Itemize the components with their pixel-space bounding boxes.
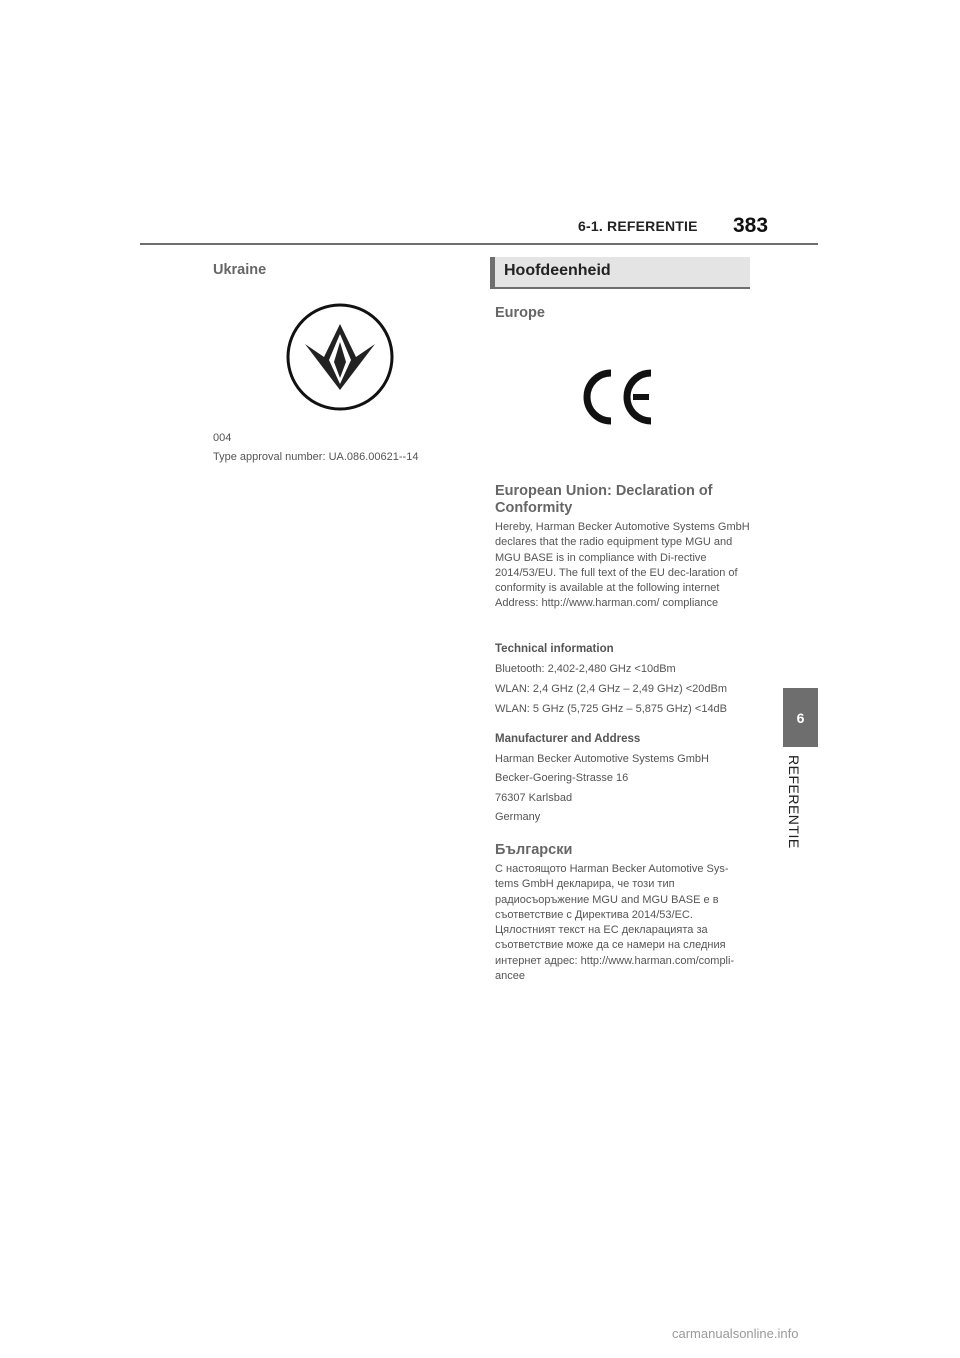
manufacturer-heading: Manufacturer and Address	[495, 733, 641, 745]
ce-mark-icon	[581, 369, 657, 425]
ukraine-approval-number: Type approval number: UA.086.00621--14	[213, 451, 419, 463]
bulgarian-heading: Български	[495, 842, 573, 858]
header-divider	[140, 243, 818, 245]
bulgarian-text: С настоящото Harman Becker Automotive Sys-tems GmbH декларира, че този тип радиосъоръжение MGU and MGU BASE е в съответствие с Директива 2014/53/ЕС. Цялостният текст на ЕС декларацията за съответствие може да се намери на следния интернет адрес: http://www.harman.com/compli-ancee	[495, 863, 735, 983]
section-title: Hoofdeenheid	[504, 262, 611, 279]
ukraine-code: 004	[213, 432, 232, 444]
ukraine-heading: Ukraine	[213, 262, 267, 278]
bluetooth-spec: Bluetooth: 2,402-2,480 GHz <10dBm	[495, 663, 676, 675]
watermark: carmanualsonline.info	[672, 1326, 799, 1341]
manufacturer-street: Becker-Goering-Strasse 16	[495, 772, 629, 784]
chapter-label: REFERENTIE	[786, 755, 802, 849]
manufacturer-city: 76307 Karlsbad	[495, 792, 573, 804]
page-number: 383	[733, 214, 769, 237]
manufacturer-country: Germany	[495, 811, 541, 823]
technical-info-heading: Technical information	[495, 643, 614, 655]
chapter-tab: 6	[783, 688, 818, 747]
manufacturer-name: Harman Becker Automotive Systems GmbH	[495, 753, 709, 765]
wlan-24-spec: WLAN: 2,4 GHz (2,4 GHz – 2,49 GHz) <20dBm	[495, 683, 727, 695]
section-heading: 6-1. REFERENTIE	[578, 218, 698, 234]
wlan-5-spec: WLAN: 5 GHz (5,725 GHz – 5,875 GHz) <14dB	[495, 703, 728, 715]
eu-declaration-heading: European Union: Declaration of Conformity	[495, 483, 713, 516]
eu-declaration-text: Hereby, Harman Becker Automotive Systems GmbH declares that the radio equipment type MGU and MGU BASE is in compliance with Di-rective 2014/53/EU. The full text of the EU dec-laration of conformity is available at the following internet Address: http://www.harman.com/ compliance	[495, 521, 750, 610]
europe-heading: Europe	[495, 305, 545, 321]
ukraine-certification-icon	[283, 302, 397, 412]
